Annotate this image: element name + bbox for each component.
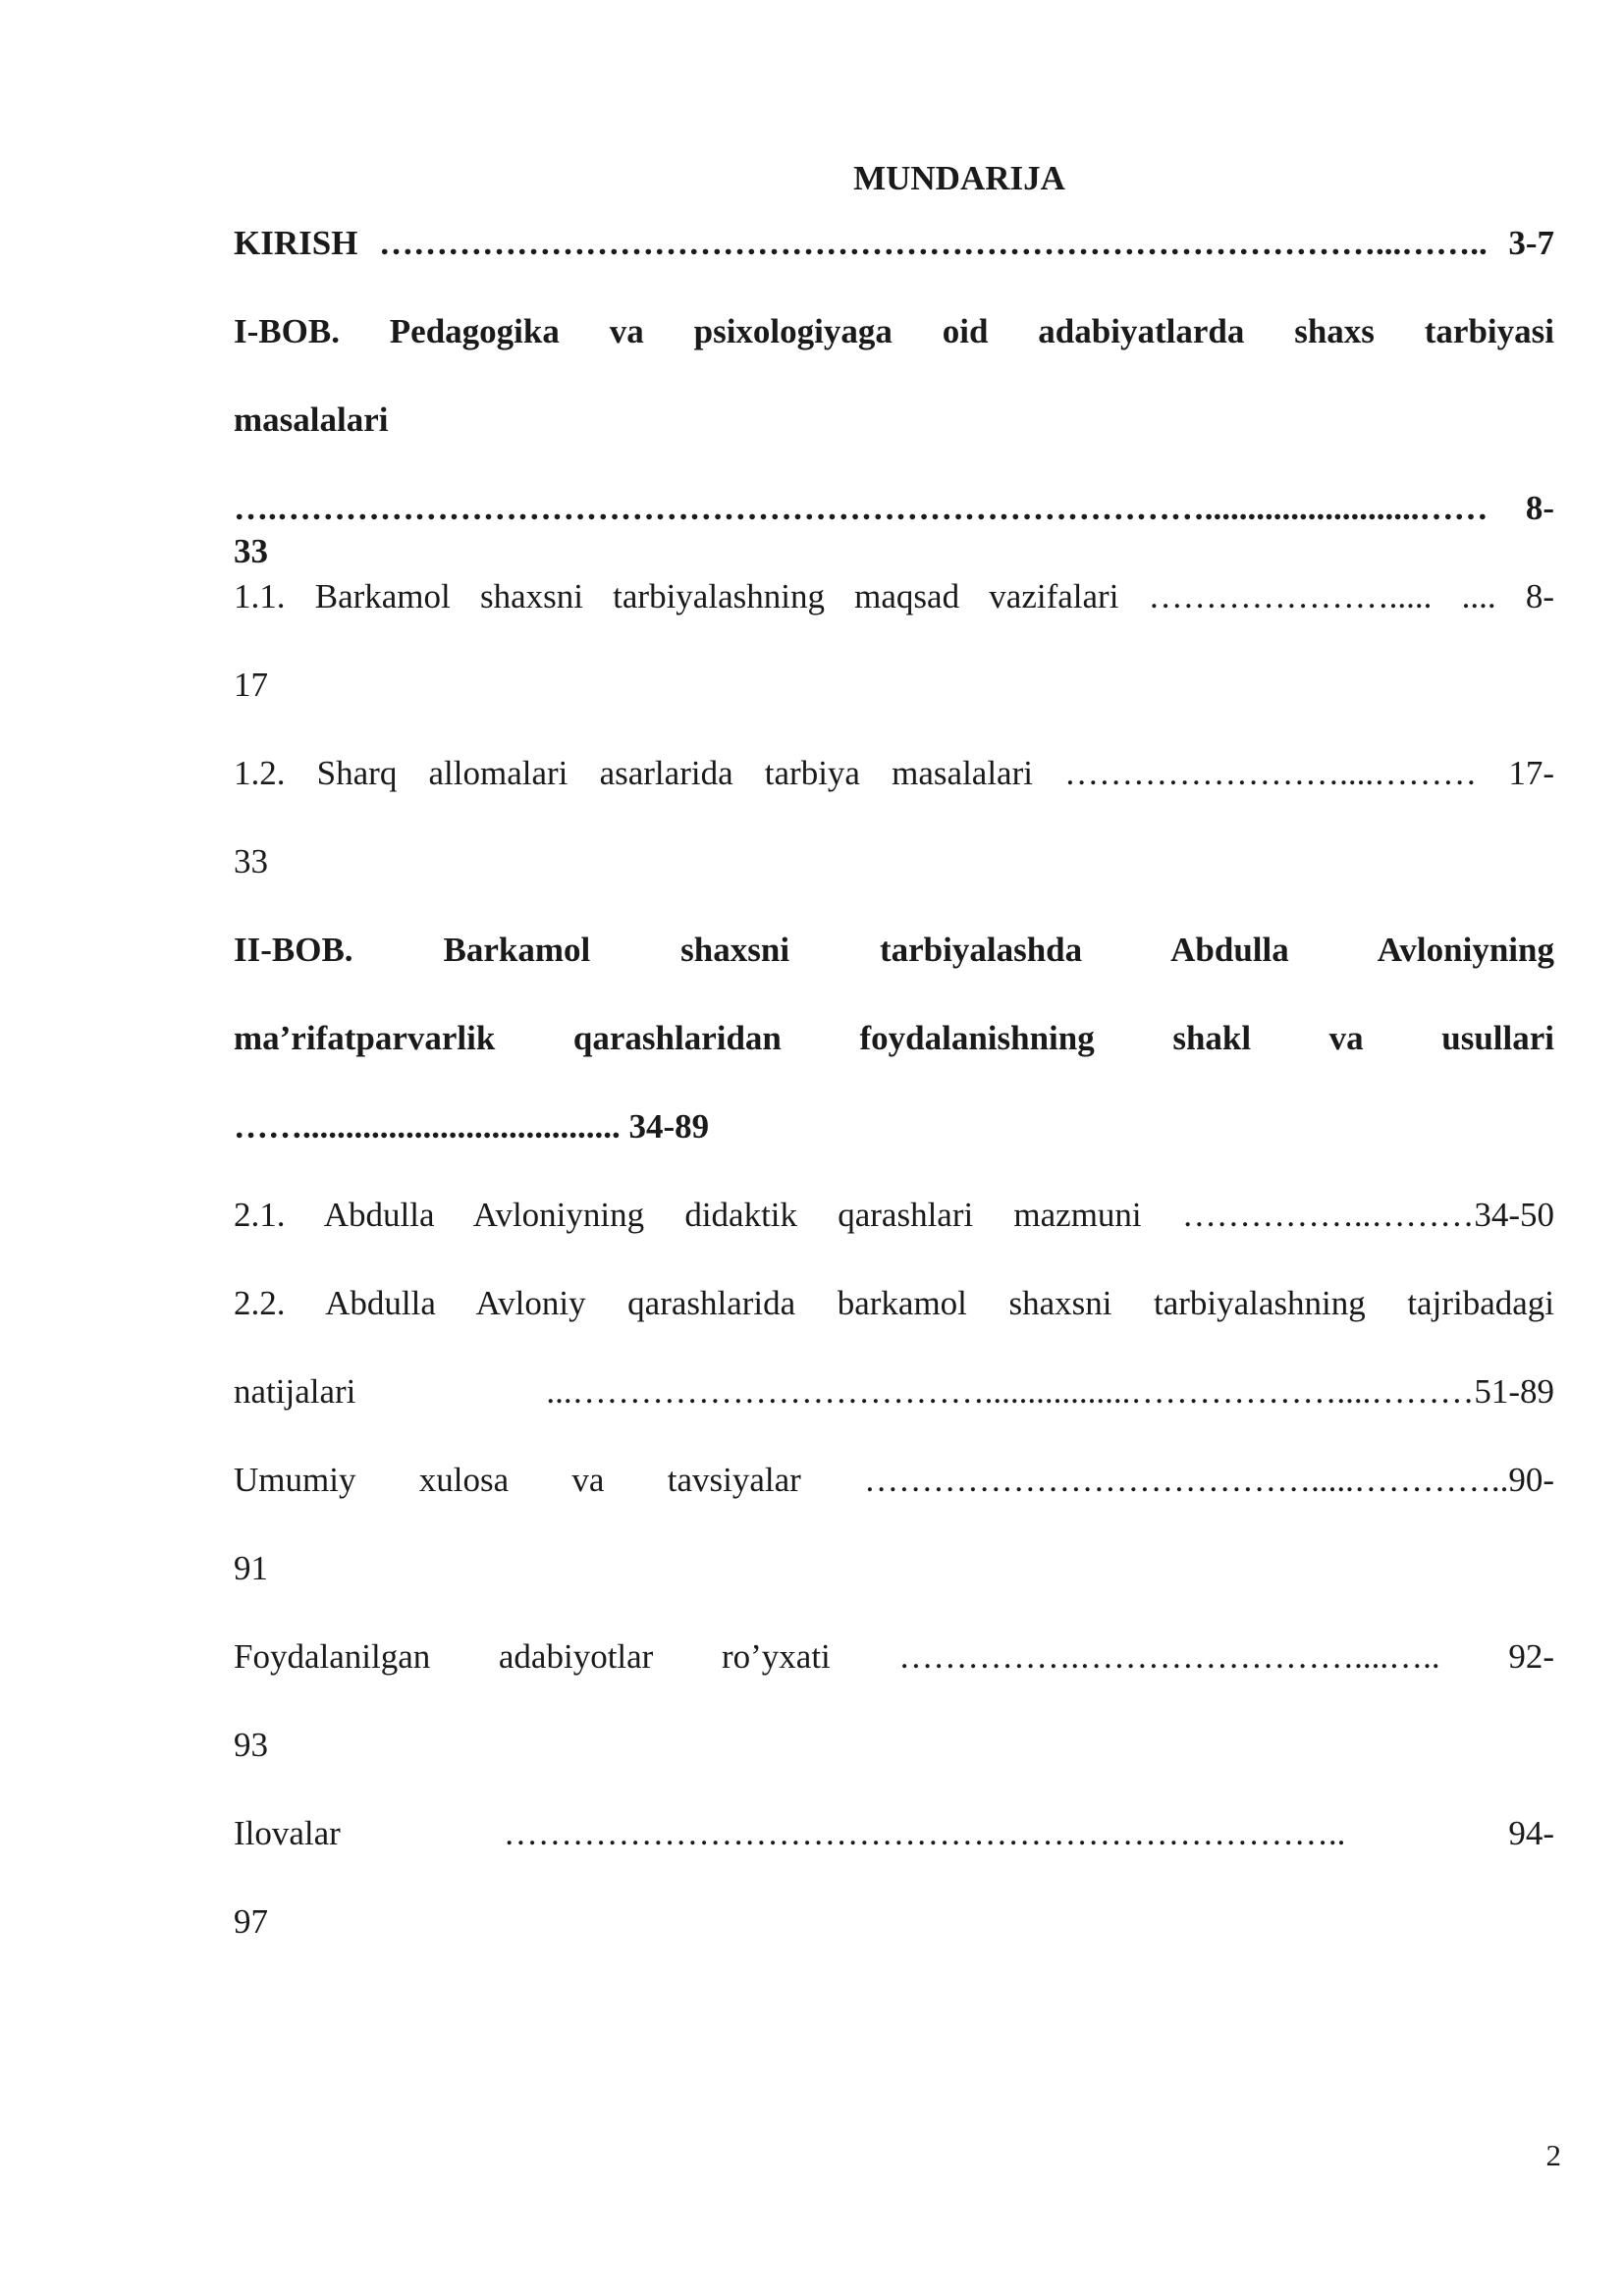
- toc-entry-references-pages: 93: [234, 1726, 268, 1764]
- toc-entry-appendices: Ilovalar ……………………………………………………………….. 94-: [234, 1814, 1554, 1852]
- page-number: 2: [1545, 2138, 1561, 2172]
- toc-section-2-1: 2.1. Abdulla Avloniyning didaktik qarashlari mazmuni ……………..………34-50: [234, 1196, 1554, 1234]
- page-title: MUNDARIJA: [853, 159, 1065, 197]
- toc-entry-appendices-pages: 97: [234, 1902, 268, 1941]
- toc-section-2-2: 2.2. Abdulla Avloniy qarashlarida barkamol shaxsni tarbiyalashning tajribadagi: [234, 1284, 1554, 1322]
- toc-entry-references: Foydalanilgan adabiyotlar ro’yxati …………….……………………....….. 92-: [234, 1637, 1554, 1676]
- toc-section-1-1-pages: 17: [234, 666, 268, 704]
- toc-chapter-2-title: II-BOB. Barkamol shaxsni tarbiyalashda Abdulla Avloniyning: [234, 931, 1554, 969]
- toc-chapter-1-pages: ….……………………………………………………………………….........................…… 8-33: [234, 489, 1554, 570]
- toc-chapter-2-title-cont: ma’rifatparvarlik qarashlaridan foydalanishning shakl va usullari: [234, 1019, 1554, 1057]
- toc-entry-conclusion-pages: 91: [234, 1549, 268, 1587]
- toc-chapter-1-title-cont: masalalari: [234, 400, 389, 439]
- toc-chapter-2-pages: ……..................................... 34-89: [234, 1107, 710, 1146]
- toc-section-2-2-pages: natijalari ...……………………………….................………………....………51-89: [234, 1372, 1554, 1411]
- toc-chapter-1-title: I-BOB. Pedagogika va psixologiyaga oid adabiyatlarda shaxs tarbiyasi: [234, 312, 1554, 350]
- toc-entry-conclusion: Umumiy xulosa va tavsiyalar ………………………………….....…………..90-: [234, 1461, 1554, 1499]
- toc-section-1-2: 1.2. Sharq allomalari asarlarida tarbiya masalalari ……………………....……… 17-: [234, 754, 1554, 792]
- toc-section-1-1: 1.1. Barkamol shaxsni tarbiyalashning maqsad vazifalari …………………..... .... 8-: [234, 577, 1554, 615]
- toc-entry-kirish: KIRISH ……………………………………………………………………………...…….. 3-7: [234, 224, 1554, 262]
- toc-section-1-2-pages: 33: [234, 842, 268, 881]
